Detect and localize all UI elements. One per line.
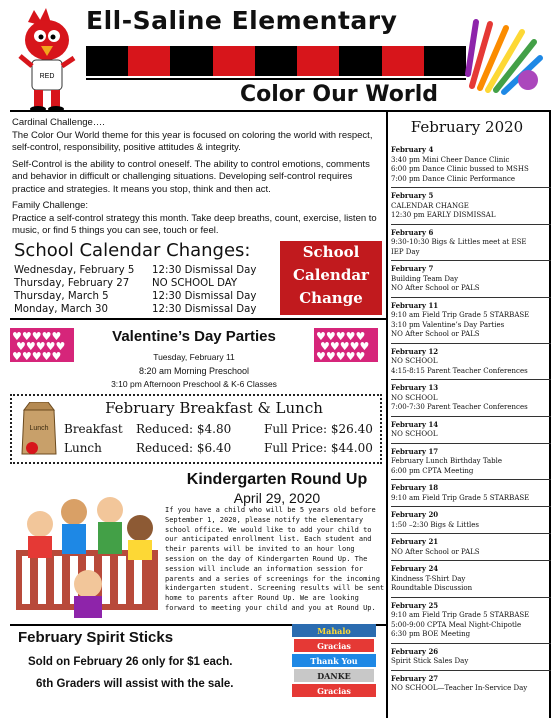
svg-text:♥♥♥♥♥: ♥♥♥♥♥ [12, 350, 62, 362]
calendar-changes-table [14, 264, 256, 316]
stick-label: DANKE [317, 671, 351, 681]
event-detail: NO SCHOOL [391, 357, 438, 365]
children-illustration-icon [12, 472, 162, 622]
event-detail: 1:50 –2:30 Bigs & Littles [391, 520, 480, 529]
spirit-sticks-image [290, 622, 378, 698]
section-divider [10, 318, 386, 320]
change-date: Wednesday, February 5 [14, 265, 135, 276]
event-date: February 26 [391, 646, 439, 656]
event-list [391, 142, 551, 697]
event-date: February 4 [391, 145, 434, 154]
event-date: February 18 [391, 483, 439, 492]
school-name: Ell-Saline Elementary [86, 6, 398, 35]
kindergarten-body: If you have a child who will be 5 years old before September 1, 2020, please notify the elementary school office. We would like to add your child to our anticipated enrollment list. Each student and their parents will be invited to an hour long session on the day of Kindergarten Round Up. The session will include an information session for parents and a series of screenings for the incoming kindergarten student. Screening results will be sent home to parents after Round Up. We are looking forward to meeting your child and you at Round Up. [165, 506, 385, 612]
calendar-event [391, 671, 551, 697]
svg-text:♥♥♥♥♥: ♥♥♥♥♥ [316, 330, 366, 343]
calendar-event [391, 225, 551, 262]
cardinal-challenge [12, 117, 384, 242]
event-detail: February Lunch Birthday Table [391, 457, 503, 465]
calendar-change-row [14, 303, 256, 316]
kindergarten-date: April 29, 2020 [233, 490, 321, 506]
band-segment [170, 46, 212, 76]
spirit-sticks-sale: Sold on February 26 only for $1 each. [28, 656, 233, 668]
calendar-event [391, 417, 551, 444]
cardinal-mascot-icon [14, 8, 80, 112]
calendar-changes-title: School Calendar Changes: [14, 240, 251, 261]
event-detail: IEP Day [391, 247, 420, 256]
event-detail: 7:00-7:30 Parent Teacher Conferences [391, 403, 528, 411]
calendar-event [391, 480, 551, 507]
valentine-afternoon: 3:10 pm Afternoon Preschool & K-6 Classes [111, 379, 277, 389]
change-note: 12:30 Dismissal Day [152, 304, 257, 315]
band-segment [382, 46, 424, 76]
calendar-event [391, 507, 551, 534]
event-detail: 6:00 pm Dance Clinic bussed to MSHS [391, 165, 529, 173]
spirit-sticks-title: February Spirit Sticks [18, 629, 174, 646]
kindergarten-title: Kindergarten Round Up [186, 471, 368, 488]
reduced-price: Reduced: $6.40 [136, 441, 232, 455]
top-divider [10, 110, 551, 112]
change-note: 12:30 Dismissal Day [152, 265, 257, 276]
band-segment [424, 46, 466, 76]
meal-name: Breakfast [64, 422, 123, 436]
event-detail: Kindness T-Shirt Day [391, 574, 466, 583]
calendar-event [391, 444, 551, 481]
reduced-price: Reduced: $4.80 [136, 422, 232, 436]
event-detail: NO SCHOOL [391, 393, 438, 402]
event-date: February 20 [391, 510, 439, 519]
calendar-event [391, 142, 551, 188]
event-detail: 6:00 pm CPTA Meeting [391, 466, 474, 475]
full-price: Full Price: $44.00 [264, 441, 373, 455]
calendar-event [391, 598, 551, 644]
event-detail: Spirit Stick Sales Day [391, 657, 469, 665]
event-detail: Roundtable Discussion [391, 584, 473, 592]
event-detail: CALENDAR CHANGE [391, 201, 469, 210]
change-note: NO SCHOOL DAY [152, 278, 238, 289]
calendar-month-title: February 2020 [410, 118, 524, 136]
header-divider [86, 78, 466, 80]
stick-label: Mahalo [317, 626, 351, 636]
header-color-band [86, 46, 466, 76]
event-date: February 24 [391, 564, 439, 573]
event-detail: Building Team Day [391, 274, 459, 283]
badge-line: Calendar [293, 266, 369, 284]
band-segment [255, 46, 297, 76]
stick-label: Gracias [317, 686, 351, 696]
change-date: Thursday, February 27 [14, 278, 130, 289]
event-date: February 27 [391, 673, 439, 683]
calendar-event [391, 298, 551, 344]
event-detail: 3:40 pm Mini Cheer Dance Clinic [391, 155, 510, 164]
event-detail: NO After School or PALS [391, 547, 480, 556]
event-detail: NO After School or PALS [391, 284, 480, 292]
calendar-event [391, 561, 551, 598]
colored-pencils-icon [462, 14, 544, 96]
stick-label: Gracias [317, 641, 351, 651]
newsletter-subtitle: Color Our World [240, 82, 439, 107]
change-note: 12:30 Dismissal Day [152, 291, 257, 302]
badge-line: School [302, 243, 360, 261]
stick-label: Thank You [310, 656, 358, 666]
badge-line: Change [299, 289, 363, 307]
cardinal-heading: Cardinal Challenge…. [12, 117, 105, 128]
change-date: Monday, March 30 [14, 304, 108, 315]
event-detail: 9:30-10:30 Bigs & Littles meet at ESE [391, 238, 527, 246]
valentine-title: Valentine’s Day Parties [112, 328, 276, 345]
band-segment [339, 46, 381, 76]
breakfast-lunch-title: February Breakfast & Lunch [105, 399, 323, 417]
valentine-morning: 8:20 am Morning Preschool [138, 366, 250, 376]
event-detail: 6:30 pm BOE Meeting [391, 630, 471, 638]
spirit-sticks-helpers: 6th Graders will assist with the sale. [36, 678, 234, 690]
calendar-event [391, 380, 551, 417]
event-date: February 11 [391, 300, 439, 310]
event-date: February 13 [391, 383, 439, 392]
event-date: February 14 [391, 419, 439, 429]
event-detail: 4:15-8:15 Parent Teacher Conferences [391, 366, 528, 375]
event-detail: 12:30 pm EARLY DISMISSAL [391, 211, 496, 219]
change-date: Thursday, March 5 [14, 291, 109, 302]
band-segment [297, 46, 339, 76]
calendar-event [391, 644, 551, 671]
event-detail: NO SCHOOL [391, 430, 438, 438]
svg-text:♥♥♥♥♥: ♥♥♥♥♥ [12, 330, 62, 343]
calendar-event [391, 261, 551, 298]
event-date: February 21 [391, 537, 439, 546]
svg-text:♥♥♥♥♥: ♥♥♥♥♥ [320, 340, 370, 353]
cardinal-intro: The Color Our World theme for this year is focused on coloring the world with respect, self-control, responsibility, positive attitudes & integrity. [12, 129, 373, 153]
event-date: February 25 [391, 600, 439, 610]
event-detail: 9:10 am Field Trip Grade 5 STARBASE [391, 611, 530, 619]
event-detail: 9:10 am Field Trip Grade 5 STARBASE [391, 311, 530, 319]
event-date: February 12 [391, 346, 439, 356]
svg-text:♥♥♥♥♥: ♥♥♥♥♥ [316, 350, 366, 362]
event-detail: 7:00 pm Dance Clinic Performance [391, 174, 516, 183]
calendar-event [391, 344, 551, 381]
full-price: Full Price: $26.40 [264, 422, 373, 436]
calendar-change-badge [280, 241, 382, 315]
event-date: February 5 [391, 191, 434, 200]
svg-text:RED: RED [39, 73, 55, 80]
event-detail: 5:00-9:00 CPTA Meal Night-Chipotle [391, 620, 522, 629]
event-detail: 3:10 pm Valentine’s Day Parties [391, 320, 505, 329]
band-segment [128, 46, 170, 76]
calendar-event [391, 188, 551, 225]
svg-text:Lunch: Lunch [29, 425, 49, 432]
event-detail: NO After School or PALS [391, 330, 480, 338]
band-segment [86, 46, 128, 76]
calendar-change-row [14, 277, 256, 290]
family-challenge-heading: Family Challenge: [12, 200, 89, 211]
cardinal-definition: Self-Control is the ability to control oneself. The ability to control emotions, comments and behavior in difficult or challenging situations. Developing self-control requires practice and strategies. It means you stop, think and then act. [12, 158, 370, 195]
calendar-change-row [14, 264, 256, 277]
svg-text:♥♥♥♥♥: ♥♥♥♥♥ [16, 340, 66, 353]
event-detail: NO SCHOOL—Teacher In-Service Day [391, 684, 528, 692]
event-date: February 7 [391, 264, 434, 273]
band-segment [213, 46, 255, 76]
valentine-date: Tuesday, February 11 [153, 352, 235, 362]
event-detail: 9:10 am Field Trip Grade 5 STARBASE [391, 493, 530, 502]
event-date: February 17 [391, 446, 439, 456]
event-date: February 6 [391, 227, 434, 237]
calendar-event [391, 534, 551, 561]
meal-name: Lunch [64, 441, 102, 455]
family-challenge-text: Practice a self-control strategy this month. Take deep breaths, count, exercise, listen to music, or find 5 things you can see, touch or feel. [12, 212, 377, 236]
calendar-change-row [14, 290, 256, 303]
